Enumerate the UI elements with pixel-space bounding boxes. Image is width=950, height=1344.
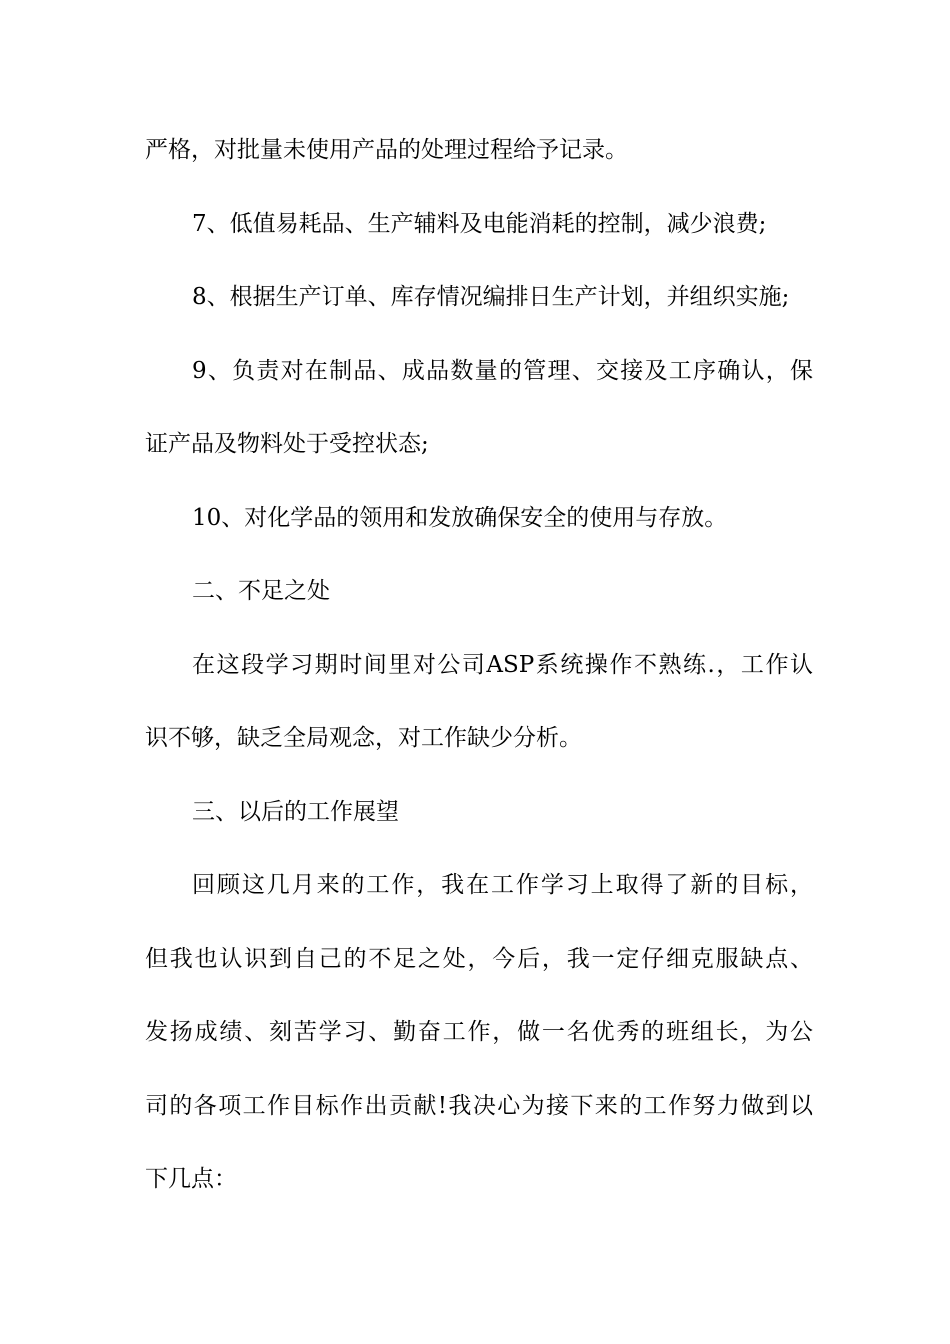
text-line: 回顾这几月来的工作，我在工作学习上取得了新的目标， xyxy=(192,872,813,898)
section-heading: 二、不足之处 xyxy=(192,578,330,604)
text-line: 识不够，缺乏全局观念，对工作缺少分析。 xyxy=(145,725,582,751)
document-body xyxy=(145,114,813,1217)
text-line: 9、负责对在制品、成品数量的管理、交接及工序确认，保 xyxy=(192,357,813,384)
text-line: 证产品及物料处于受控状态; xyxy=(145,431,429,457)
text-line: 8、根据生产订单、库存情况编排日生产计划，并组织实施; xyxy=(192,284,790,310)
text-line: 下几点： xyxy=(145,1166,237,1192)
text-line: 7、低值易耗品、生产辅料及电能消耗的控制，减少浪费; xyxy=(192,210,767,237)
text-line: 发扬成绩、刻苦学习、勤奋工作，做一名优秀的班组长，为公 xyxy=(145,1019,813,1045)
text-line: 严格，对批量未使用产品的处理过程给予记录。 xyxy=(145,137,628,163)
text-line: 但我也认识到自己的不足之处，今后，我一定仔细克服缺点、 xyxy=(145,945,813,972)
section-heading: 三、以后的工作展望 xyxy=(192,798,399,825)
text-line: 司的各项工作目标作出贡献!我决心为接下来的工作努力做到以 xyxy=(145,1092,813,1119)
text-line: 在这段学习期时间里对公司ASP系统操作不熟练.，工作认 xyxy=(192,651,813,678)
text-line: 10、对化学品的领用和发放确保安全的使用与存放。 xyxy=(192,504,728,531)
